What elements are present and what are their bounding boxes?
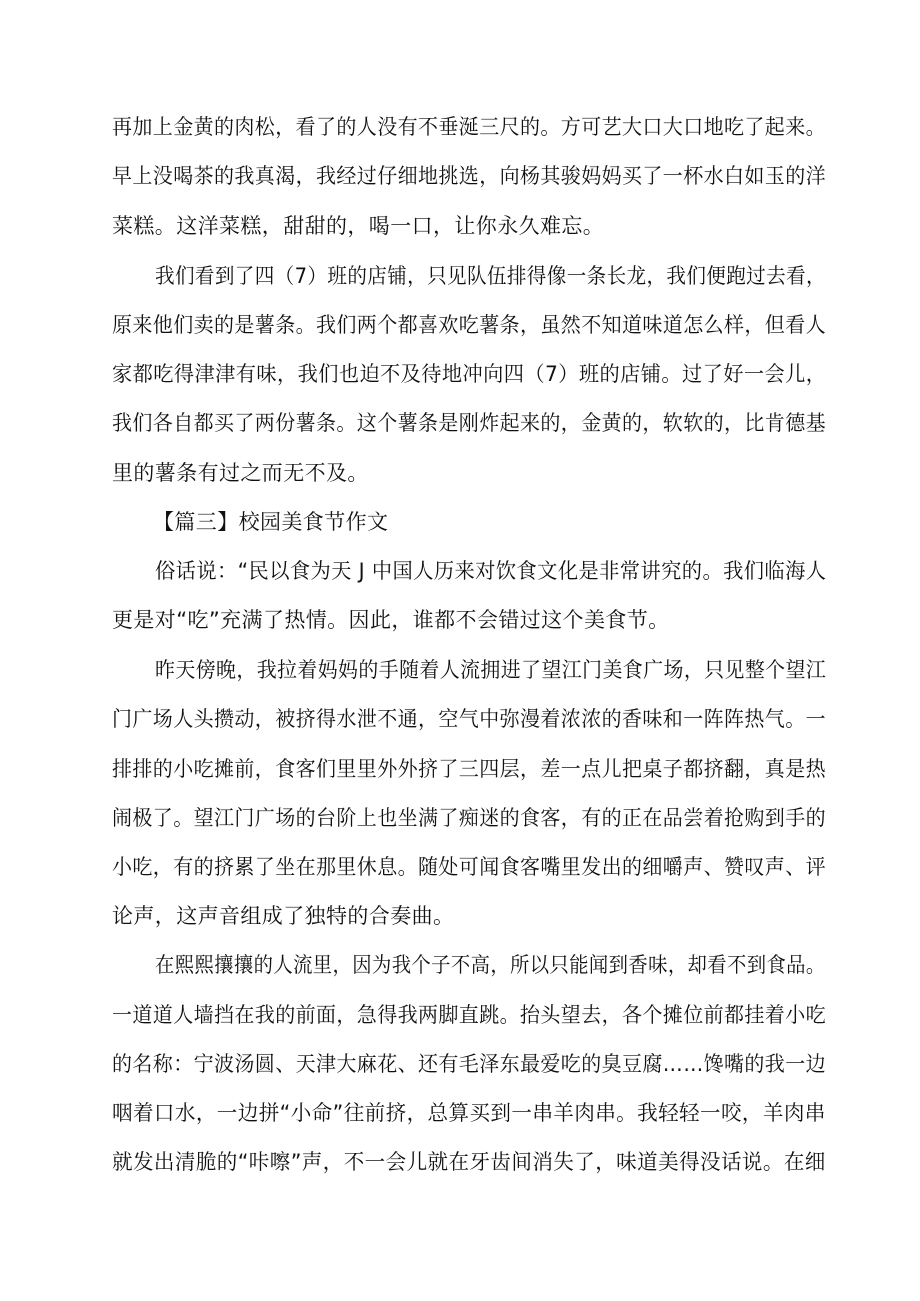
- line-text: 里的薯条有过之而无不及。: [112, 461, 369, 485]
- line-text: 的名称：宁波汤圆、天津大麻花、还有毛泽东最爱吃的臭豆腐……馋嘴的我一边: [112, 1052, 826, 1076]
- line-text: 昨天傍晚，我拉着妈妈的手随着人流拥进了望江门美食广场，只见整个望江: [155, 658, 827, 682]
- paragraph-first-line: [0, 551, 920, 591]
- text-line: [0, 453, 920, 493]
- paragraph-first-line: [0, 256, 920, 296]
- text-line: [0, 354, 920, 394]
- line-text: 门广场人头攒动，被挤得水泄不通，空气中弥漫着浓浓的香味和一阵阵热气。一: [112, 707, 826, 731]
- text-line: [0, 206, 920, 246]
- line-text: 菜糕。这洋菜糕，甜甜的，喝一口，让你永久难忘。: [112, 214, 605, 238]
- line-text: 再加上金黄的肉松，看了的人没有不垂涎三尺的。方可艺大口大口地吃了起来。: [112, 115, 826, 139]
- line-text: 在熙熙攘攘的人流里，因为我个子不高，所以只能闻到香味，却看不到食品。: [155, 953, 826, 977]
- line-text: 小吃，有的挤累了坐在那里休息。随处可闻食客嘴里发出的细嚼声、赞叹声、评: [112, 855, 826, 879]
- line-text: 排排的小吃摊前，食客们里里外外挤了三四层，差一点儿把桌子都挤翻，真是热: [112, 757, 826, 781]
- line-text: 咽着口水，一边拼“小命”往前挤，总算买到一串羊肉串。我轻轻一咬，羊肉串: [112, 1101, 826, 1125]
- text-line: [0, 107, 920, 147]
- text-line: [0, 896, 920, 936]
- text-line: [0, 798, 920, 838]
- section-heading: [0, 502, 920, 542]
- heading-text: 【篇三】校园美食节作文: [153, 510, 389, 534]
- line-text: 我们各自都买了两份薯条。这个薯条是刚炸起来的，金黄的，软软的，比肯德基: [112, 411, 826, 435]
- line-text: 论声，这声音组成了独特的合奏曲。: [112, 904, 455, 928]
- line-text: 就发出清脆的“咔嚓”声，不一会儿就在牙齿间消失了，味道美得没话说。在细: [112, 1150, 826, 1174]
- paragraph-first-line: [0, 650, 920, 690]
- text-line: [0, 749, 920, 789]
- line-text: 原来他们卖的是薯条。我们两个都喜欢吃薯条，虽然不知道味道怎么样，但看人: [112, 313, 826, 337]
- text-line: [0, 847, 920, 887]
- text-line: [0, 305, 920, 345]
- line-text: 一道道人墙挡在我的前面，急得我两脚直跳。抬头望去，各个摊位前都挂着小吃: [112, 1003, 826, 1027]
- text-line: [0, 699, 920, 739]
- text-line: [0, 995, 920, 1035]
- line-text: 闹极了。望江门广场的台阶上也坐满了痴迷的食客，有的正在品尝着抢购到手的: [112, 806, 826, 830]
- line-text: 我们看到了四（7）班的店铺，只见队伍排得像一条长龙，我们便跑过去看，: [155, 264, 826, 288]
- text-line: [0, 600, 920, 640]
- line-text: 更是对“吃”充满了热情。因此，谁都不会错过这个美食节。: [112, 608, 670, 632]
- line-text: 俗话说：“民以食为天 J 中国人历来对饮食文化是非常讲究的。我们临海人: [155, 559, 827, 583]
- text-line: [0, 1142, 920, 1182]
- text-line: [0, 1044, 920, 1084]
- text-line: [0, 1093, 920, 1133]
- line-text: 早上没喝茶的我真渴，我经过仔细地挑选，向杨其骏妈妈买了一杯水白如玉的洋: [112, 164, 826, 188]
- text-line: [0, 156, 920, 196]
- paragraph-first-line: [0, 945, 920, 985]
- text-line: [0, 403, 920, 443]
- line-text: 家都吃得津津有味，我们也迫不及待地冲向四（7）班的店铺。过了好一会儿，: [112, 362, 827, 386]
